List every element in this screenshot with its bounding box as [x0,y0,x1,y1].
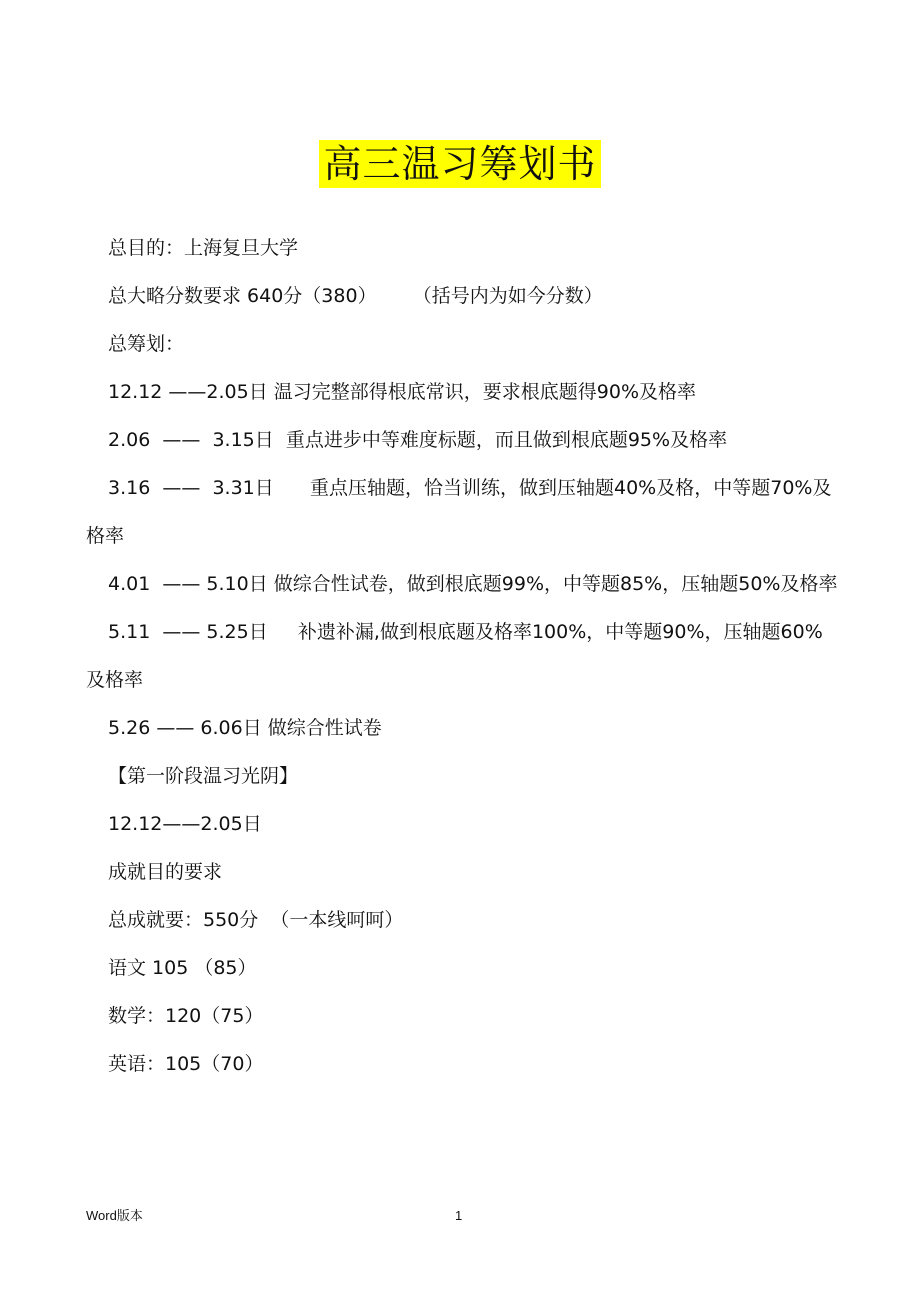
plan-item: 4.01 —— 5.10日 做综合性试卷，做到根底题99%，中等题85%，压轴题50%及格率 [108,573,838,595]
page-number: 1 [455,1208,463,1223]
subject-score-math: 数学：120（75） [108,1005,264,1027]
score-target-heading: 成就目的要求 [108,861,223,883]
total-score-target: 总成就要：550分 （一本线呵呵） [108,909,404,931]
footer-label: Word版本 [86,1208,143,1223]
plan-item: 3.16 —— 3.31日 重点压轴题，恰当训练，做到压轴题40%及格，中等题70%及格率 [86,477,832,547]
plan-heading: 总筹划： [108,333,185,355]
goal-line: 总目的：上海复旦大学 [108,237,299,259]
document-title: 高三温习筹划书 [319,140,600,188]
plan-item: 12.12 ——2.05日 温习完整部得根底常识，要求根底题得90%及格率 [108,381,697,403]
plan-item: 2.06 —— 3.15日 重点进步中等难度标题，而且做到根底题95%及格率 [108,429,728,451]
phase-date-range: 12.12——2.05日 [108,813,262,835]
phase-heading: 【第一阶段温习光阴】 [108,765,299,787]
plan-item: 5.26 —— 6.06日 做综合性试卷 [108,717,382,739]
score-requirement-line: 总大略分数要求 640分（380） （括号内为如今分数） [108,285,603,307]
subject-score-chinese: 语文 105 （85） [108,957,257,979]
title-wrapper [0,140,920,188]
plan-item: 5.11 —— 5.25日 补遗补漏,做到根底题及格率100%，中等题90%，压轴题60%及格率 [86,621,823,691]
document-body [86,224,838,1088]
subject-score-english: 英语：105（70） [108,1053,264,1075]
